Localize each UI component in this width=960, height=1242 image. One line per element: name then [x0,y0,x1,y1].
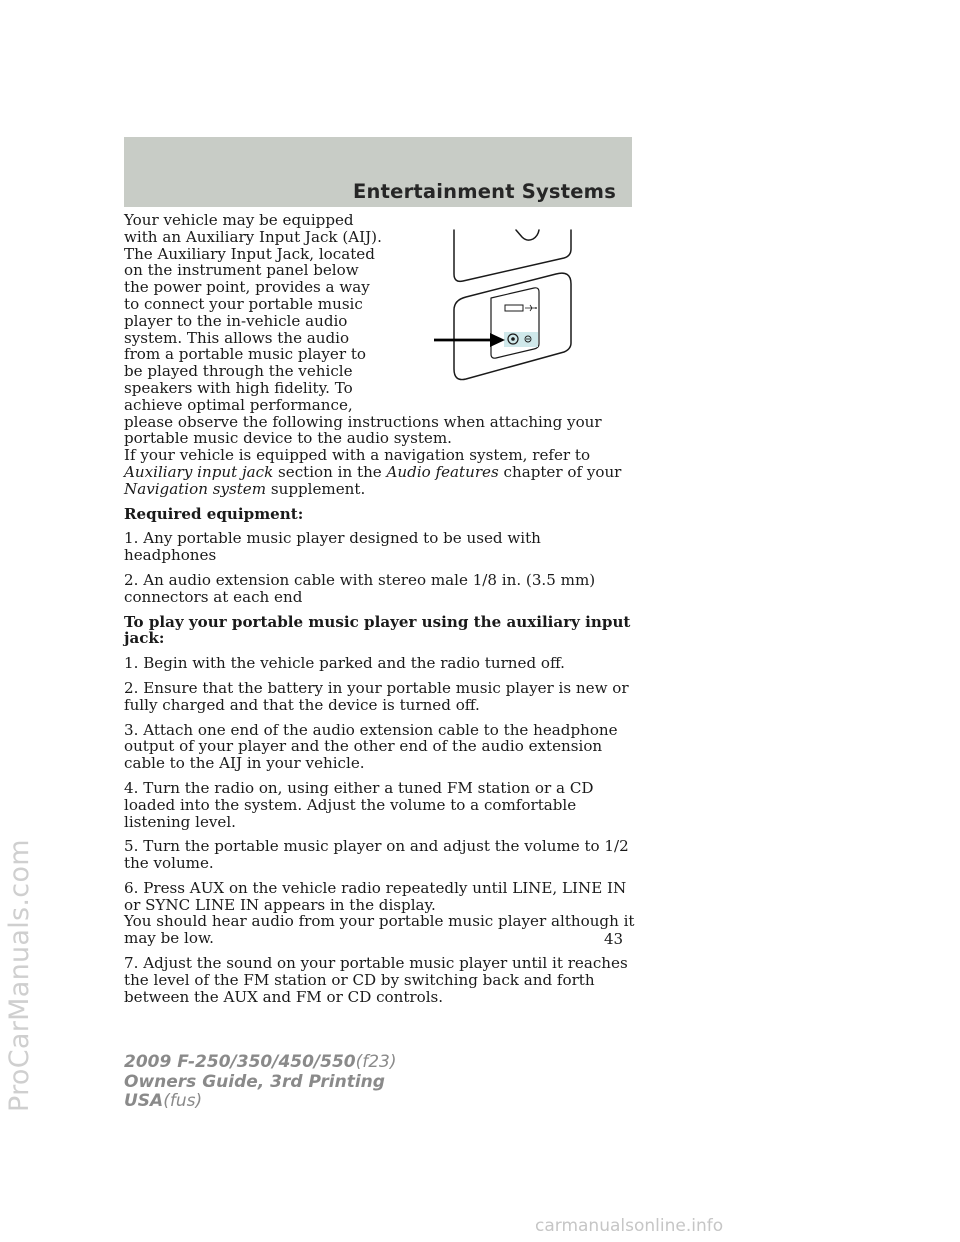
jack-bezel [491,288,539,358]
power-point-outline [516,230,539,240]
intro-paragraph: Your vehicle may be equipped with an Auxiliary Input Jack (AIJ). The Auxiliary Input Jack, located on the instrument panel below the power point, provides a way to connect your portable music player to the in-vehicle audio system. This allows the audio from a portable music player to be played through the vehicle speakers with high fidelity. To achieve optimal performance, [124,211,382,414]
intro-continuation: please observe the following instructions when attaching your portable music device to the audio system. [124,412,602,448]
step-item: 5. Turn the portable music player on and adjust the volume to 1/2 the volume. [124,837,629,873]
aux-jack-icon [504,332,538,347]
required-item: 2. An audio extension cable with stereo male 1/8 in. (3.5 mm) connectors at each end [124,570,596,606]
footer-region-line [124,1092,397,1112]
site-watermark: carmanualsonline.info [535,1216,724,1236]
navigation-note [124,447,636,497]
footer-model: 2009 F-250/350/450/550 [124,1052,356,1072]
step-note: You should hear audio from your portable music player although it may be low. [124,912,635,948]
nav-ref-system: Navigation system [124,479,267,498]
footer-region-code: (fus) [163,1091,203,1111]
step-item: 2. Ensure that the battery in your portable music player is new or fully charged and that the device is turned off. [124,678,629,714]
nav-text: chapter of your [498,462,622,481]
step-item: 7. Adjust the sound on your portable music player until it reaches the level of the FM station or CD by switching back and forth between the AUX and FM or CD controls. [124,954,628,1006]
pointer-arrow-icon [434,333,505,347]
footer [124,1053,397,1112]
step-item: 6. Press AUX on the vehicle radio repeatedly until LINE, LINE IN or SYNC LINE IN appears in the display. [124,878,627,914]
watermark: ProCarManuals.com [4,839,35,1112]
nav-ref-aux: Auxiliary input jack [124,462,274,481]
required-item: 1. Any portable music player designed to be used with headphones [124,529,541,565]
play-heading: To play your portable music player using the auxiliary input jack: [124,612,631,648]
section-title: Entertainment Systems [353,180,616,203]
upper-panel-outline [454,230,571,281]
footer-region: USA [124,1091,164,1111]
nav-ref-audio: Audio features [386,462,499,481]
nav-text: supplement. [266,479,366,498]
step-item: 4. Turn the radio on, using either a tuned FM station or a CD loaded into the system. Adjust the volume to a comfortable listening level. [124,778,594,831]
usb-port-icon [505,305,537,311]
footer-model-code: (f23) [355,1052,397,1072]
nav-text: If your vehicle is equipped with a navigation system, refer to [124,446,591,465]
step-item: 1. Begin with the vehicle parked and the radio turned off. [124,654,565,673]
nav-text: section in the [273,462,387,481]
lower-panel-outline [454,273,571,379]
step-item: 3. Attach one end of the audio extension cable to the headphone output of your player and the other end of the audio extension cable to the AIJ in your vehicle. [124,720,618,773]
page-number: 43 [604,930,624,948]
footer-guide: Owners Guide, 3rd Printing [124,1071,385,1092]
header-band [124,137,632,207]
aux-jack-illustration [430,226,580,386]
footer-model-line [124,1053,397,1073]
required-heading: Required equipment: [124,504,304,523]
